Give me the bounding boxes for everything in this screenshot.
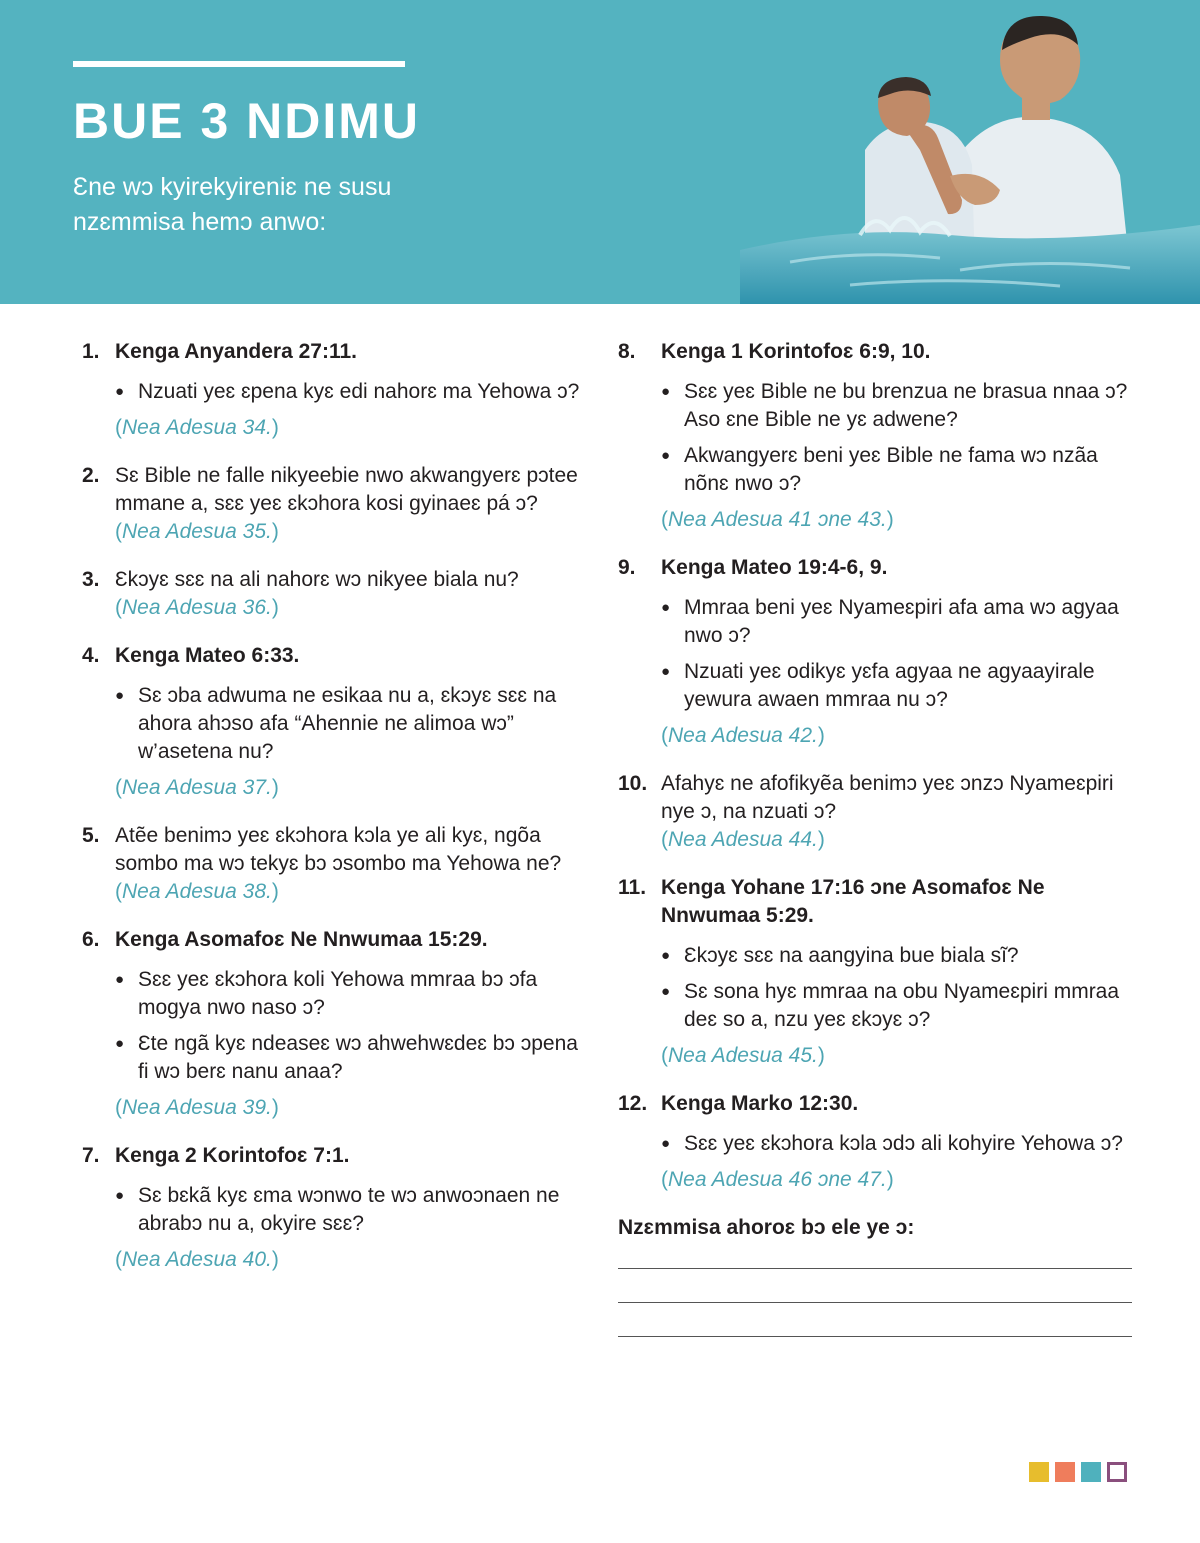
question-text: Afahyɛ ne afofikyẽa benimɔ yeɛ ɔnzɔ Nyameɛpiri nye ɔ, na nzuati ɔ? — [661, 772, 1114, 823]
bullet-item: ● Ɛkɔyɛ sɛɛ na aangyina bue biala sĩ? — [661, 942, 1138, 970]
bullet-list — [661, 1130, 1138, 1158]
question-number: 2. — [82, 464, 100, 487]
yellow-square-icon — [1029, 1462, 1049, 1482]
note-line[interactable] — [618, 1268, 1132, 1269]
question-text: Kenga 2 Korintofoɛ 7:1. — [115, 1144, 350, 1167]
lesson-reference: (Nea Adesua 44.) — [661, 828, 825, 851]
question-4 — [82, 642, 592, 802]
lesson-reference: (Nea Adesua 41 ɔne 43.) — [661, 508, 894, 531]
lesson-reference: (Nea Adesua 45.) — [661, 1044, 825, 1067]
lesson-reference: (Nea Adesua 46 ɔne 47.) — [661, 1168, 894, 1191]
question-text: Atẽe benimɔ yeɛ ɛkɔhora kɔla ye ali kyɛ, ngõa sombo ma wɔ tekyɛ bɔ ɔsombo ma Yehowa ne? — [115, 824, 562, 875]
lesson-reference: (Nea Adesua 42.) — [661, 724, 825, 747]
question-7 — [82, 1142, 592, 1274]
question-text: Kenga Mateo 6:33. — [115, 644, 300, 667]
question-12 — [618, 1090, 1138, 1194]
question-number: 12. — [618, 1092, 648, 1115]
bullet-list — [115, 682, 592, 766]
question-5 — [82, 822, 592, 906]
bullet-item: ● Sɛɛ yeɛ Bible ne bu brenzua ne brasua nnaa ɔ? Aso ɛne Bible ne yɛ adwene? — [661, 378, 1138, 434]
bullet-item: ● Mmraa beni yeɛ Nyameɛpiri afa ama wɔ agyaa nwo ɔ? — [661, 594, 1138, 650]
bullet-item: ● Ɛte ngã kyɛ ndeaseɛ wɔ ahwehwɛdeɛ bɔ ɔpena fi wɔ berɛ nanu anaa? — [115, 1030, 592, 1086]
question-text: Kenga Asomafoɛ Ne Nnwumaa 15:29. — [115, 928, 488, 951]
bullet-item: ● Nzuati yeɛ odikyɛ yɛfa agyaa ne agyaayirale yewura awaen mmraa nu ɔ? — [661, 658, 1138, 714]
lesson-reference: (Nea Adesua 40.) — [115, 1248, 279, 1271]
question-6 — [82, 926, 592, 1122]
question-3 — [82, 566, 592, 622]
lesson-reference: (Nea Adesua 38.) — [115, 880, 279, 903]
baptism-illustration — [700, 0, 1200, 304]
notes-section — [618, 1214, 1138, 1337]
purple-outline-square-icon — [1107, 1462, 1127, 1482]
decorative-squares — [1029, 1462, 1127, 1482]
question-text: Kenga Marko 12:30. — [661, 1092, 859, 1115]
lesson-reference: (Nea Adesua 37.) — [115, 776, 279, 799]
question-text: Kenga Mateo 19:4-6, 9. — [661, 556, 888, 579]
notes-label: Nzɛmmisa ahoroɛ bɔ ele ye ɔ: — [618, 1216, 915, 1239]
question-number: 8. — [618, 340, 636, 363]
question-number: 5. — [82, 824, 100, 847]
header-banner — [0, 0, 1200, 304]
note-line[interactable] — [618, 1302, 1132, 1303]
note-line[interactable] — [618, 1336, 1132, 1337]
bullet-list — [661, 594, 1138, 714]
orange-square-icon — [1055, 1462, 1075, 1482]
question-9 — [618, 554, 1138, 750]
question-text: Sɛ Bible ne falle nikyeebie nwo akwangyerɛ pɔtee mmane a, sɛɛ yeɛ ɛkɔhora kosi gyinaeɛ pá ɔ? — [115, 464, 578, 515]
question-number: 10. — [618, 772, 648, 795]
questions-column-right — [618, 338, 1138, 1337]
question-number: 9. — [618, 556, 636, 579]
bullet-list — [115, 966, 592, 1086]
question-2 — [82, 462, 592, 546]
bullet-item: ● Sɛɛ yeɛ ɛkɔhora kɔla ɔdɔ ali kohyire Yehowa ɔ? — [661, 1130, 1138, 1158]
question-text: Ɛkɔyɛ sɛɛ na ali nahorɛ wɔ nikyee biala nu? — [115, 568, 519, 591]
bullet-list — [661, 378, 1138, 498]
questions-column-left — [82, 338, 592, 1294]
question-11 — [618, 874, 1138, 1070]
lesson-reference: (Nea Adesua 36.) — [115, 596, 279, 619]
page-title: BUE 3 NDIMU — [73, 93, 421, 149]
question-number: 11. — [618, 876, 647, 899]
question-8 — [618, 338, 1138, 534]
lesson-reference: (Nea Adesua 39.) — [115, 1096, 279, 1119]
question-number: 6. — [82, 928, 100, 951]
bullet-list — [115, 378, 592, 406]
bullet-list — [115, 1182, 592, 1238]
bullet-item: ● Nzuati yeɛ ɛpena kyɛ edi nahorɛ ma Yehowa ɔ? — [115, 378, 592, 406]
bullet-list — [661, 942, 1138, 1034]
page-subtitle: Ɛne wɔ kyirekyireniɛ ne susu nzɛmmisa hemɔ anwo: — [73, 173, 392, 236]
bullet-item: ● Sɛ ɔba adwuma ne esikaa nu a, ɛkɔyɛ sɛɛ na ahora ahɔso afa “Ahennie ne alimoa wɔ” w’asetena nu? — [115, 682, 592, 766]
lesson-reference: (Nea Adesua 35.) — [115, 520, 279, 543]
bullet-item: ● Akwangyerɛ beni yeɛ Bible ne fama wɔ nzãa nõnɛ nwo ɔ? — [661, 442, 1138, 498]
header-rule — [73, 61, 405, 67]
question-10 — [618, 770, 1138, 854]
bullet-item: ● Sɛɛ yeɛ ɛkɔhora koli Yehowa mmraa bɔ ɔfa mogya nwo naso ɔ? — [115, 966, 592, 1022]
question-number: 4. — [82, 644, 100, 667]
teal-square-icon — [1081, 1462, 1101, 1482]
question-number: 1. — [82, 340, 100, 363]
bullet-item: ● Sɛ sona hyɛ mmraa na obu Nyameɛpiri mmraa deɛ so a, nzu yeɛ ɛkɔyɛ ɔ? — [661, 978, 1138, 1034]
question-number: 7. — [82, 1144, 100, 1167]
question-text: Kenga 1 Korintofoɛ 6:9, 10. — [661, 340, 931, 363]
question-1 — [82, 338, 592, 442]
question-number: 3. — [82, 568, 100, 591]
question-text: Kenga Anyandera 27:11. — [115, 340, 357, 363]
question-text: Kenga Yohane 17:16 ɔne Asomafoɛ Ne Nnwumaa 5:29. — [661, 876, 1045, 927]
lesson-reference: (Nea Adesua 34.) — [115, 416, 279, 439]
bullet-item: ● Sɛ bɛkã kyɛ ɛma wɔnwo te wɔ anwoɔnaen ne abrabɔ nu a, okyire sɛɛ? — [115, 1182, 592, 1238]
